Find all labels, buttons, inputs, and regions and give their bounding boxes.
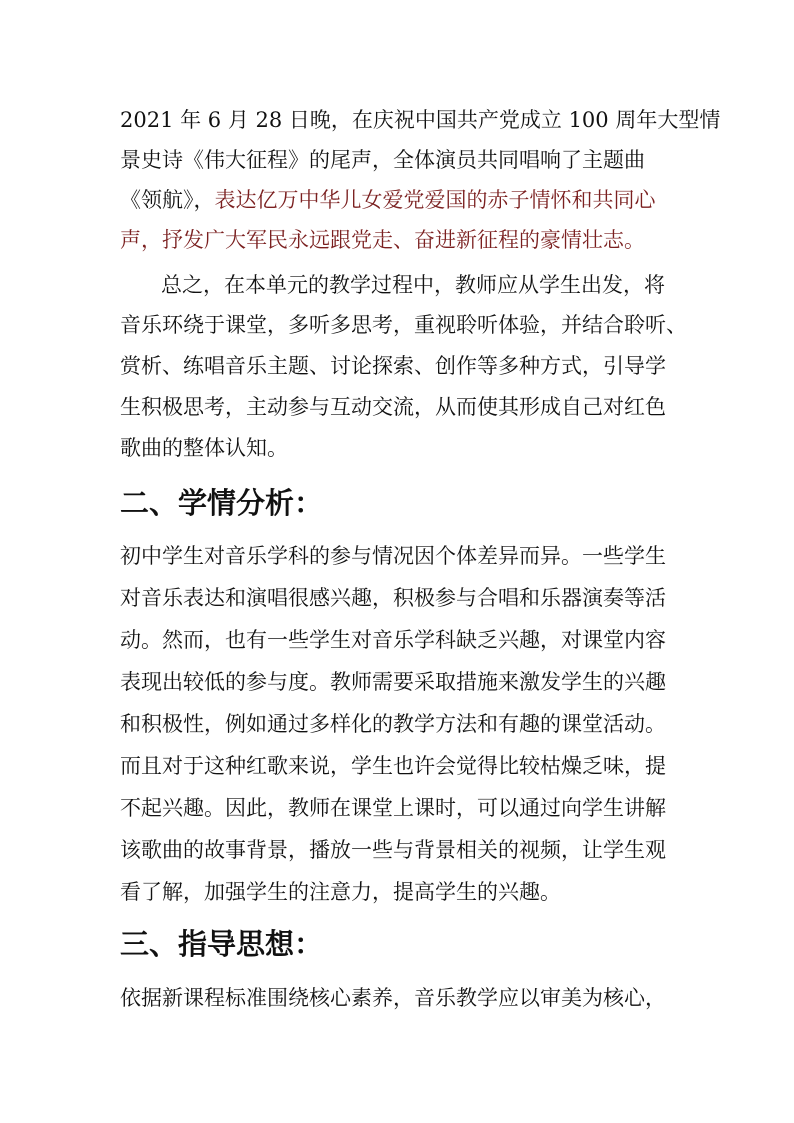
paragraph-1-line-4: 声，抒发广大军民永远跟党走、奋进新征程的豪情壮志。 [120, 228, 645, 252]
paragraph-1-line-1: 2021 年 6 月 28 日晚，在庆祝中国共产党成立 100 周年大型情 [120, 108, 721, 132]
paragraph-1-line-3 [0, 180, 794, 220]
section-2-line-8: 该歌曲的故事背景，播放一些与背景相关的视频，让学生观 [120, 838, 666, 862]
section-3-heading: 三、指导思想： [120, 927, 324, 961]
paragraph-1-line-3-red: 表达亿万中华儿女爱党爱国的赤子情怀和共同心 [214, 188, 656, 212]
section-2-line-2: 对音乐表达和演唱很感兴趣，积极参与合唱和乐器演奏等活 [120, 586, 666, 610]
paragraph-1-line-3-black: 《领航》， [120, 188, 215, 212]
section-2-line-5: 和积极性，例如通过多样化的教学方法和有趣的课堂活动。 [120, 712, 666, 736]
section-2-line-7: 不起兴趣。因此，教师在课堂上课时，可以通过向学生讲解 [120, 796, 666, 820]
section-2-line-1: 初中学生对音乐学科的参与情况因个体差异而异。一些学生 [120, 544, 666, 568]
paragraph-2-line-1: 总之，在本单元的教学过程中，教师应从学生出发，将 [161, 273, 665, 297]
section-3-line-1: 依据新课程标准围绕核心素养，音乐教学应以审美为核心， [120, 986, 666, 1010]
paragraph-2-line-5: 歌曲的整体认知。 [120, 436, 288, 460]
section-2-line-6: 而且对于这种红歌来说，学生也许会觉得比较枯燥乏味，提 [120, 754, 666, 778]
paragraph-2-line-3: 赏析、练唱音乐主题、讨论探索、创作等多种方式，引导学 [120, 354, 666, 378]
section-2-line-9: 看了解，加强学生的注意力，提高学生的兴趣。 [120, 880, 561, 904]
paragraph-1-line-2: 景史诗《伟大征程》的尾声，全体演员共同唱响了主题曲 [120, 148, 645, 172]
paragraph-2-line-2: 音乐环绕于课堂，多听多思考，重视聆听体验，并结合聆听、 [120, 313, 687, 337]
section-2-line-4: 表现出较低的参与度。教师需要采取措施来激发学生的兴趣 [120, 670, 666, 694]
paragraph-2-line-4: 生积极思考，主动参与互动交流，从而使其形成自己对红色 [120, 395, 666, 419]
section-2-heading: 二、学情分析： [120, 486, 324, 520]
section-2-line-3: 动。然而，也有一些学生对音乐学科缺乏兴趣，对课堂内容 [120, 628, 666, 652]
